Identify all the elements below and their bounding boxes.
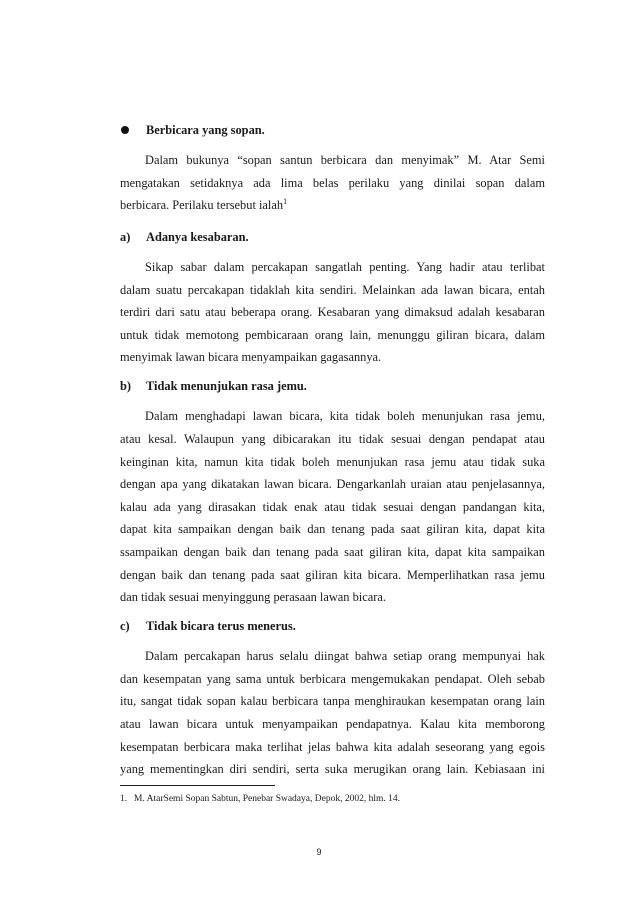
paragraph-line: atau lawan bicara untuk menyampaikan pendapatnya. Kalau kita memborong — [120, 717, 545, 731]
paragraph-line: Dalam percakapan harus selalu diingat bahwa setiap orang mempunyai hak — [145, 649, 545, 663]
paragraph-line: dapat kita sampaikan dengan baik dan tenang pada saat giliran kita, dapat kita — [120, 522, 545, 536]
paragraph-line: dan kesempatan yang sama untuk berbicara mengemukakan pendapat. Oleh sebab — [120, 672, 545, 686]
footnote-reference: 1 — [283, 196, 288, 206]
bullet-dot-icon — [121, 126, 129, 134]
footnote — [120, 793, 400, 805]
intro-line: Dalam bukunya “sopan santun berbicara dan menyimak” M. Atar Semi — [145, 153, 545, 167]
paragraph-line: dan tidak sesuai menyinggung perasaan lawan bicara. — [120, 590, 386, 604]
paragraph-line: kalau ada yang dirasakan tidak enak atau tidak sesuai dengan pandangan kita, — [120, 500, 545, 514]
intro-line-last — [120, 197, 545, 213]
paragraph-line: menyimak lawan bicara menyampaikan gagasannya. — [120, 350, 382, 364]
bullet-heading: Berbicara yang sopan. — [146, 123, 265, 137]
section-label: c) — [120, 619, 130, 633]
section-title: Adanya kesabaran. — [146, 230, 249, 244]
section-label: a) — [120, 230, 131, 244]
footnote-divider — [120, 785, 275, 786]
footnote-number: 1. — [120, 794, 128, 804]
paragraph-line: terdiri dari satu atau beberapa orang. Kesabaran yang dimaksud adalah kesabaran — [120, 305, 545, 319]
paragraph-line: Dalam menghadapi lawan bicara, kita tidak boleh menunjukan rasa jemu, — [145, 409, 545, 423]
paragraph-line: ssampaikan dengan baik dan tenang pada saat giliran kita, dapat kita sampaikan — [120, 545, 545, 559]
paragraph-line: itu, sangat tidak sopan kalau berbicara tanpa menghiraukan kesempatan orang lain — [120, 694, 545, 708]
paragraph-line: dalam suatu percakapan tidaklah kita sendiri. Melainkan ada lawan bicara, entah — [120, 283, 545, 297]
paragraph-line: kesempatan berbicara maka terlihat jelas bahwa kita adalah seseorang yang egois — [120, 740, 545, 754]
paragraph-line: dengan baik dan tenang pada saat giliran kita bicara. Memperlihatkan rasa jemu — [120, 568, 545, 582]
footnote-text: M. AtarSemi Sopan Sabtun, Penebar Swadaya, Depok, 2002, hlm. 14. — [134, 794, 400, 804]
intro-line: mengatakan setidaknya ada lima belas perilaku yang dinilai sopan dalam — [120, 176, 545, 190]
section-title: Tidak menunjukan rasa jemu. — [146, 379, 307, 393]
section-title: Tidak bicara terus menerus. — [146, 619, 296, 633]
paragraph-line: keinginan kita, namun kita tidak boleh menunjukan rasa jemu atau tidak suka — [120, 455, 545, 469]
section-label: b) — [120, 379, 132, 393]
paragraph-line: yang mementingkan diri sendiri, serta suka merugikan orang lain. Kebiasaan ini — [120, 762, 545, 776]
paragraph-line: untuk tidak memotong pembicaraan orang lain, menunggu giliran bicara, dalam — [120, 328, 545, 342]
paragraph-line: atau kesal. Walaupun yang dibicarakan itu tidak sesuai dengan pendapat atau — [120, 432, 545, 446]
paragraph-line: dengan apa yang dikatakan lawan bicara. Dengarkanlah uraian atau penjelasannya, — [120, 477, 545, 491]
paragraph-line: Sikap sabar dalam percakapan sangatlah penting. Yang hadir atau terlibat — [145, 260, 545, 274]
intro-line: berbicara. Perilaku tersebut ialah — [120, 198, 284, 212]
page-number: 9 — [316, 847, 322, 857]
